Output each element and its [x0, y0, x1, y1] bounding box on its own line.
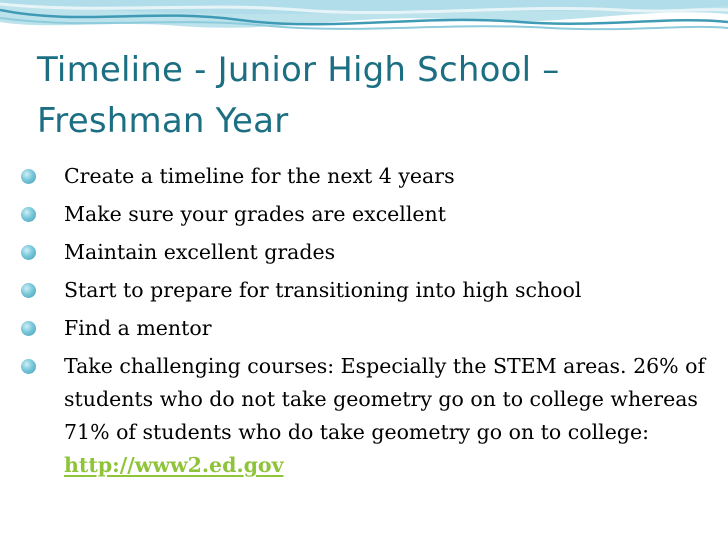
bullet-item [18, 160, 708, 193]
bullet-text: Start to prepare for transitioning into high school [64, 278, 582, 302]
bullet-text: Find a mentor [64, 316, 212, 340]
bullet-text: Take challenging courses: Especially the STEM areas. 26% of students who do not take geometry go on to college whereas 71% of students who do take geometry go on to college: [64, 354, 706, 444]
round-bullet-icon [21, 321, 36, 336]
round-bullet-icon [21, 283, 36, 298]
slide-title-line-2: Freshman Year [37, 101, 289, 141]
bullet-text: Maintain excellent grades [64, 240, 336, 264]
round-bullet-icon [21, 359, 36, 374]
ed-gov-link[interactable]: http://www2.ed.gov [64, 453, 284, 477]
bullet-list [18, 160, 708, 487]
bullet-text: Create a timeline for the next 4 years [64, 164, 455, 188]
bullet-text: Make sure your grades are excellent [64, 202, 446, 226]
round-bullet-icon [21, 207, 36, 222]
header-wave-decoration [0, 0, 728, 40]
round-bullet-icon [21, 169, 36, 184]
bullet-item [18, 236, 708, 269]
bullet-item [18, 274, 708, 307]
slide-title [37, 45, 697, 147]
bullet-item [18, 350, 708, 482]
bullet-item [18, 198, 708, 231]
slide-title-line-1: Timeline - Junior High School – [37, 50, 560, 90]
round-bullet-icon [21, 245, 36, 260]
bullet-item [18, 312, 708, 345]
